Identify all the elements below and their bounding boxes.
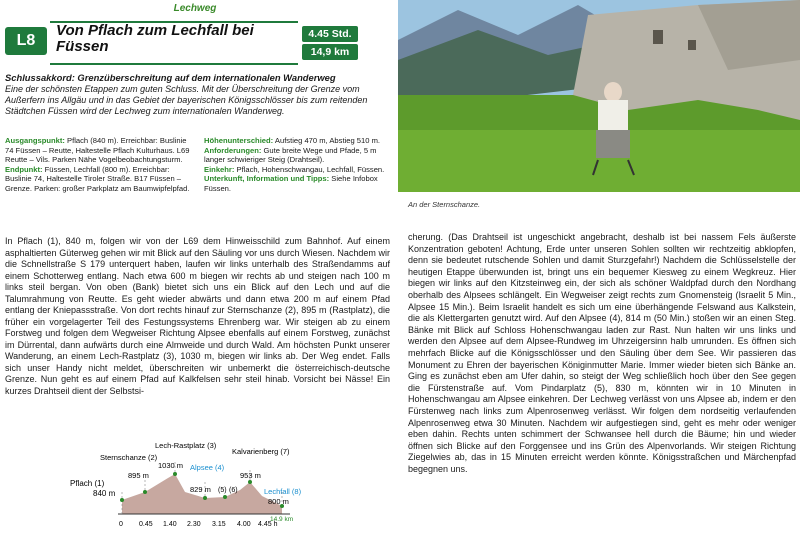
elevation-profile xyxy=(0,412,310,529)
waypoint-marker xyxy=(248,480,252,484)
profile-tick: 2.30 xyxy=(187,521,201,528)
waypoint-marker xyxy=(173,472,177,476)
page-title: Von Pflach zum Lechfall bei Füssen xyxy=(56,22,254,55)
profile-tick: 0 xyxy=(119,521,123,528)
profile-tick: 4.00 xyxy=(237,521,251,528)
intro-text: Eine der schönsten Etappen zum guten Schluss. Mit der Überschreitung der Grenze vom Außerfern ins Allgäu und in das Gebiet der bayerischen Königsschlösser bis zum reitenden Städtchen Füssen wird der Lechweg zum internationalen Wanderweg. xyxy=(5,84,368,117)
lead-title: Schlussakkord: Grenzüberschreitung auf dem internationalen Wanderweg xyxy=(5,72,336,83)
profile-pin-label: (6) xyxy=(229,487,238,494)
profile-alt: 840 m xyxy=(93,489,116,498)
photo xyxy=(398,0,800,192)
profile-pin-label: (5) xyxy=(218,487,227,494)
waypoint-marker xyxy=(203,496,207,500)
profile-tick: 4.45 h xyxy=(258,521,278,528)
profile-alt: 895 m xyxy=(128,471,149,480)
info-item: Höhenunterschied: Aufstieg 470 m, Abstieg 510 m. xyxy=(204,136,381,145)
main-text: In Pflach (1), 840 m, folgen wir von der L69 dem Hinweisschild zum Bahnhof. Auf einem asphaltierten Güterweg gehen wir mit Blick auf den Säuling vor uns durch Wiesen. Nachdem wir die Schnellstraße S 179 unterquert haben, laufen wir links unterhalb des Straßendamms auf einem Schotterweg entlang. Nach etwa 600 m biegen wir rechts ab und steigen nach 100 m links steil bergan. Von oben (Bank) bietet sich uns ein Blick auf den Lech und auf die Talumrahmung von Reutte. Es geht wieder abwärts und dann etwa 200 m auf einem Pfad entlang der Kniepassstraße. Von dort rechts hinauf zur Sternschanze (2), 895 m (Rastplatz), die früher ein vorgelagerter Teil des Festungssystems Ehrenberg war. Wir steigen ab zu einem Forstweg und folgen dem Wegweiser Richtung Alpsee ebenfalls auf einem Forstweg, zunächst im Dürrental, dann aufwärts durch eine Almweide und durch Wald. Am höchsten Punkt unserer Wanderung, an einem Lech-Rastplatz (3), 1030 m, biegen wir links ab. Der Weg endet. Falls sich unser Handy nicht meldet, überschreiten wir unbemerkt die österreichisch-deutsche Grenze. Nun geht es auf einem Pfad auf Kalkfelsen sehr steil hinab. Vorsicht bei Nässe! Ein kurzes Drahtseil dient der Selbstsi- xyxy=(5,236,390,396)
info-item: Unterkunft, Information und Tipps: Siehe Infobox Füssen. xyxy=(204,174,378,193)
info-item: Anforderungen: Gute breite Wege und Pfade, 5 m langer schwieriger Steig (Drahtseil). xyxy=(204,145,377,164)
profile-alt: 953 m xyxy=(240,471,261,480)
distance-badge: 14,9 km xyxy=(302,44,358,60)
route-badge: L8 xyxy=(5,27,47,55)
profile-tick: 3.15 xyxy=(212,521,226,528)
profile-label: Sternschanze (2) xyxy=(100,453,158,462)
profile-tick: 0.45 xyxy=(139,521,153,528)
profile-alt: 800 m xyxy=(268,497,289,506)
profile-total: 14.9 km xyxy=(270,516,294,523)
profile-area xyxy=(122,474,282,514)
profile-label: Lechfall (8) xyxy=(264,487,302,496)
waypoint-marker xyxy=(143,490,147,494)
section-header: Lechweg xyxy=(173,3,217,14)
profile-label: Lech-Rastplatz (3) xyxy=(155,441,217,450)
profile-tick: 1.40 xyxy=(163,521,177,528)
profile-label: Pflach (1) xyxy=(70,479,105,488)
photo-illustration xyxy=(398,0,800,192)
right-text: cherung. (Das Drahtseil ist ungeschickt angebracht, deshalb ist bei nassem Fels äußerste Konzentration geboten! Achtung, Erde unter unseren Sohlen sollten wir rechtzeitig abklopfen, denn sie bedeutet rutschende Sohlen und damit Sturzgefahr!) Nachdem die Schlüsselstelle der heutigen Etappe überwunden ist, bringt uns ein bequemer Kiesweg zu einem Wegkreuz. Hier biegen wir links auf den Kitzsteinweg ein, der sich als schöner Waldpfad durch den Nordhang oberhalb des Alpsees schlängelt. Ein Wegweiser zeigt rechts zum Gnomensteig (Israelit 5 Min., Alpsee 15 Min.). Beim Israelit handelt es sich um eine überhängende Felswand aus Kalkstein, die als Klettergarten genutzt wird. Auf den Alpsee (4), 814 m (50 Min.) stoßen wir an einen Steg. Bänke mit Blick auf Schloss Hohenschwangau laden zur Rast. Nun halten wir uns links und werden den Alpsee auf dem Alpsee-Rundweg im Uhrzeigersinn halb umrunden. Es öffnen sich mehrfach Blicke auf die Königsschlösser und den Säuling über dem See. Wir passieren das Monument zu Ehren der bayerischen Königinmutter Marie. Immer wieder bieten sich Bänke an. Ging es zunächst eben am Ufer dahin, so steigt der Weg schließlich hoch über den See gegen die Fürstenstraße auf. Vom Pindarplatz (5), 830 m, könnten wir in 10 Minuten in Hohenschwangau am Alpsee einkehren. Der Lechweg verlässt von uns Alpsee ab, indem er den Fürstenweg nach links zum Alpenrosenweg verlässt. Wir folgen dem nordseitig verlaufenden Alpenrosenweg etwa 30 Minuten. Nachdem wir aufgestiegen sind, geht es mehr oder weniger eben dahin. Rechts unten schimmert der Schwansee hell durch die Bäume; hin und wieder öffnen sich Blicke auf den Forggensee und ins Grün des Alpenvorlands. Wir steigen Richtung Ziegelwies ab, das in 15 Minuten erreicht werden könnte. Königsstraßchen und Märchenpfad begegnen uns. xyxy=(408,232,796,474)
profile-alt: 829 m xyxy=(190,485,211,494)
profile-label: Alpsee (4) xyxy=(190,463,225,472)
waypoint-marker xyxy=(120,498,124,502)
info-left xyxy=(5,136,195,193)
photo-caption: An der Sternschanze. xyxy=(408,200,481,209)
profile-label: Kalvarienberg (7) xyxy=(232,447,290,456)
info-item: Endpunkt: Füssen, Lechfall (800 m). Erreichbar: Buslinie 74, Haltestelle Tiroler Straße. B17 Füssen – Grenze. Parken: großer Parkplatz am Baumwipfelpfad. xyxy=(5,164,190,193)
info-item: Einkehr: Pflach, Hohenschwangau, Lechfall, Füssen. xyxy=(204,164,385,174)
duration-badge: 4.45 Std. xyxy=(302,26,358,42)
info-item: Ausgangspunkt: Pflach (840 m). Erreichbar: Buslinie 74 Füssen – Reutte, Haltestelle Pflach Kulturhaus. L69 Reutte – Vils. Parken Nähe Vogelbeobachtungsturm. xyxy=(5,136,190,164)
profile-alt: 1030 m xyxy=(158,461,184,470)
info-right xyxy=(204,136,390,193)
waypoint-marker xyxy=(223,495,227,499)
